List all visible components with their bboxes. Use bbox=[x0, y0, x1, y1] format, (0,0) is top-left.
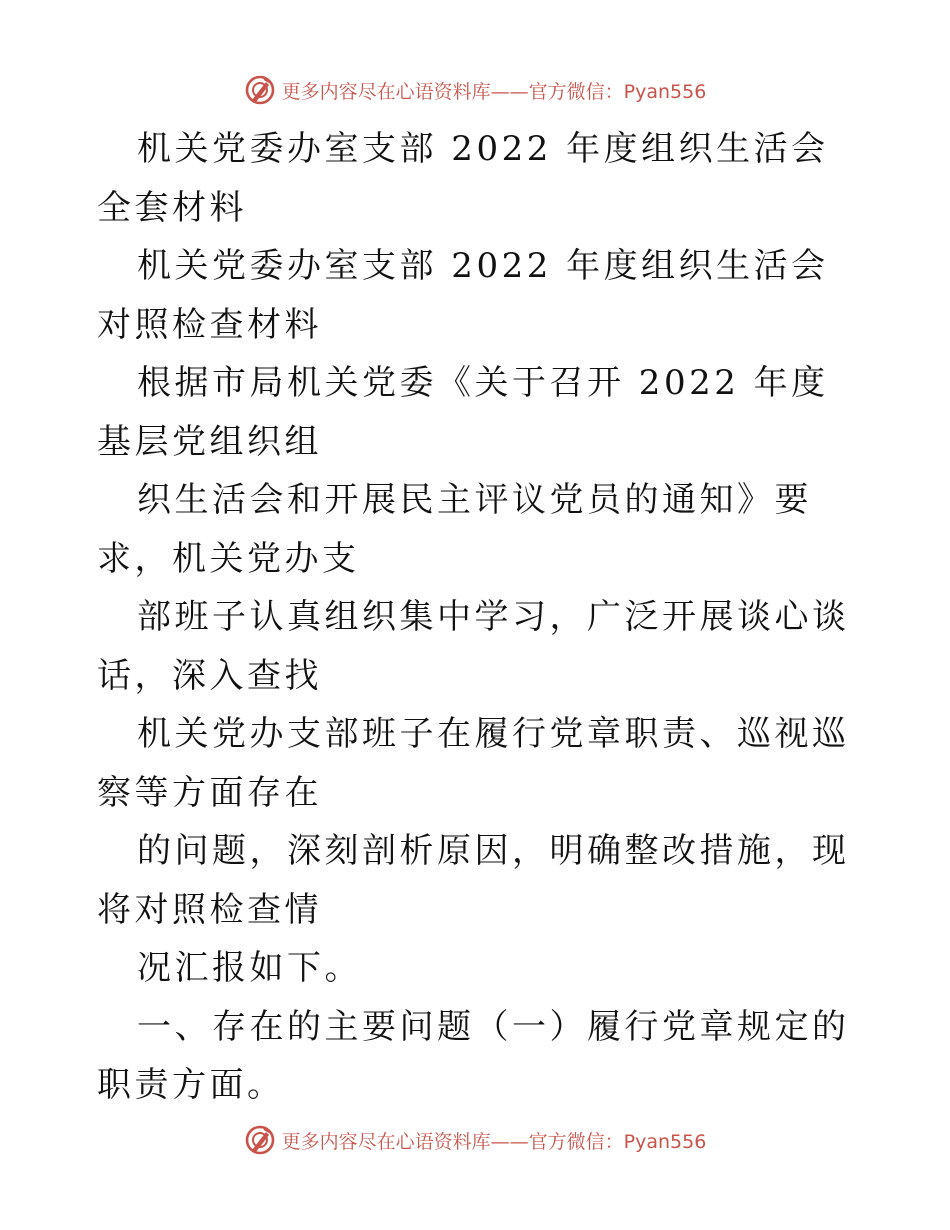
brand-logo-icon bbox=[244, 1124, 276, 1156]
paragraph-line: 的问题，深刻剖析原因，明确整改措施，现将对照检查情 bbox=[97, 831, 850, 930]
header-banner bbox=[0, 70, 950, 110]
header-brand-text: 更多内容尽在心语资料库——官方微信： bbox=[281, 80, 624, 103]
footer-wechat-id: Pyan556 bbox=[623, 1130, 707, 1153]
header-brand-line bbox=[282, 77, 707, 104]
footer-brand-text: 更多内容尽在心语资料库——官方微信： bbox=[281, 1130, 624, 1153]
paragraph-title: 机关党委办室支部 2022 年度组织生活会全套材料 bbox=[97, 129, 829, 228]
footer-banner bbox=[0, 1120, 950, 1160]
paragraph-subtitle: 机关党委办室支部 2022 年度组织生活会对照检查材料 bbox=[97, 246, 829, 345]
brand-logo-icon bbox=[244, 74, 276, 106]
section-heading: 一、存在的主要问题（一）履行党章规定的职责方面。 bbox=[97, 1006, 850, 1105]
paragraph-line: 织生活会和开展民主评议党员的通知》要求，机关党办支 bbox=[97, 480, 812, 579]
header-wechat-id: Pyan556 bbox=[623, 80, 707, 103]
footer-brand-line bbox=[282, 1127, 707, 1154]
paragraph-line: 根据市局机关党委《关于召开 2022 年度基层党组织组 bbox=[97, 363, 829, 462]
paragraph-line: 况汇报如下。 bbox=[137, 948, 362, 988]
paragraph-line: 机关党办支部班子在履行党章职责、巡视巡察等方面存在 bbox=[97, 714, 850, 813]
paragraph-line: 部班子认真组织集中学习，广泛开展谈心谈话，深入查找 bbox=[97, 597, 850, 696]
document-body bbox=[97, 120, 857, 1115]
